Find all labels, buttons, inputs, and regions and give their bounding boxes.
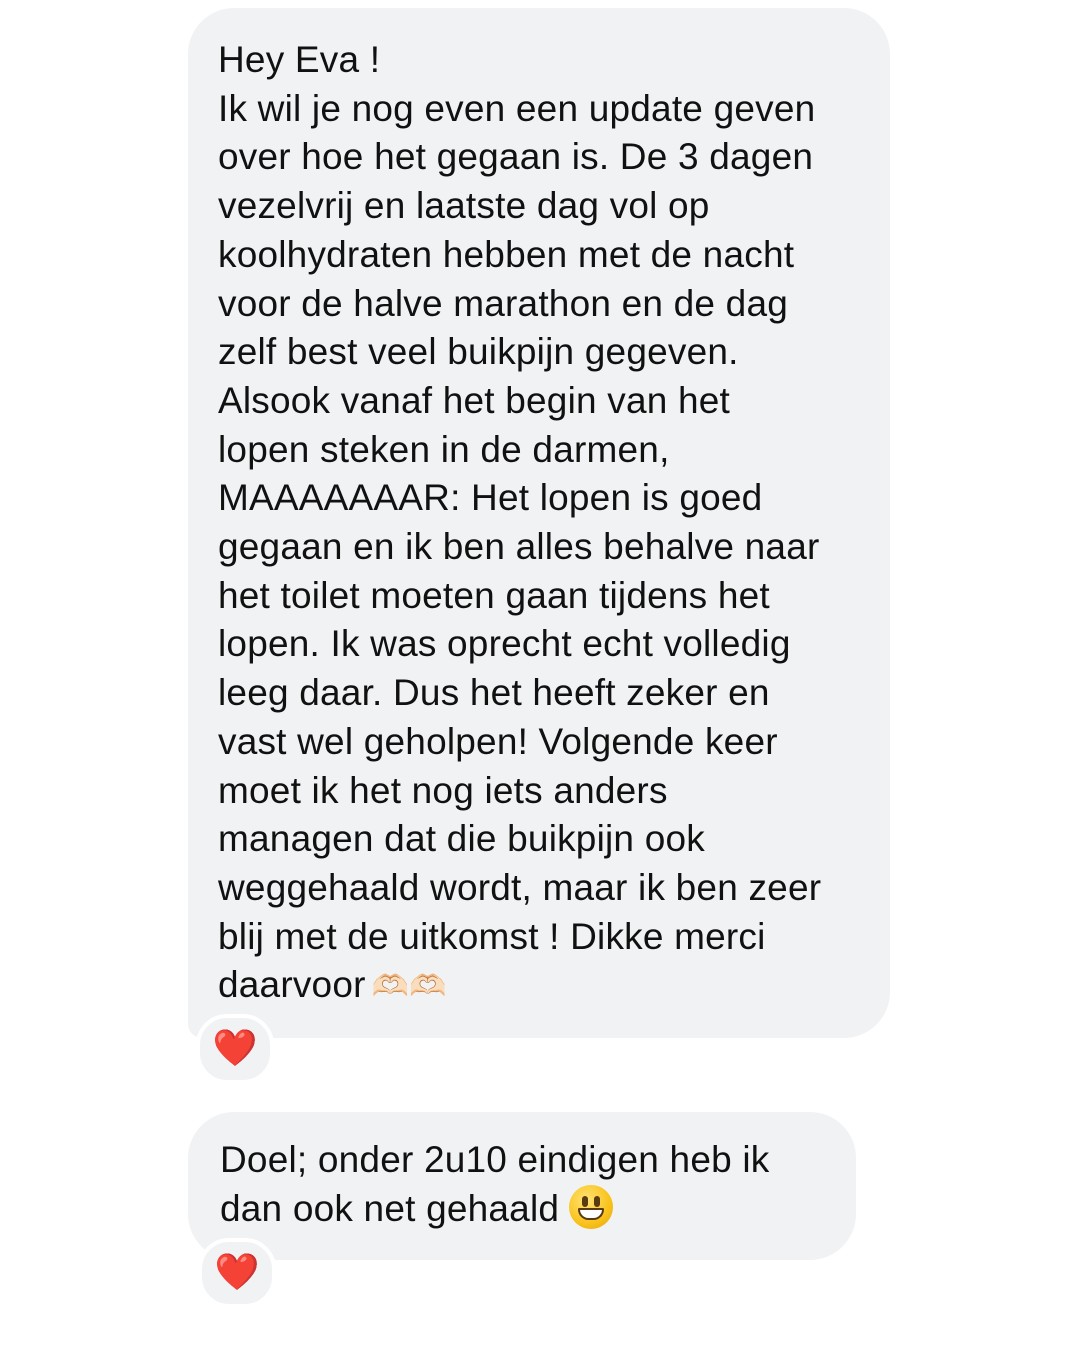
- message-line: over hoe het gegaan is. De 3 dagen: [218, 136, 814, 178]
- heart-hands-emoji-icon: 🫶🏻🫶🏻: [371, 969, 447, 1005]
- message-last-line: [220, 1185, 836, 1234]
- message-line: leeg daar. Dus het heeft zeker en: [218, 672, 770, 714]
- message-line: moet ik het nog iets anders: [218, 769, 668, 811]
- message-bubble-1[interactable]: [188, 8, 890, 1038]
- heart-reaction-badge[interactable]: [198, 1238, 276, 1308]
- message-line: Alsook vanaf het begin van het: [218, 379, 731, 421]
- message-line: lopen. Ik was oprecht echt volledig: [218, 623, 791, 665]
- red-heart-icon: ❤️: [212, 1028, 258, 1069]
- message-line: Doel; onder 2u10 eindigen heb ik: [220, 1139, 770, 1180]
- message-line: gegaan en ik ben alles behalve naar: [218, 526, 820, 568]
- message-line: lopen steken in de darmen,: [218, 428, 670, 470]
- message-line: vezelvrij en laatste dag vol op: [218, 185, 710, 227]
- message-line: koolhydraten hebben met de nacht: [218, 233, 795, 275]
- red-heart-icon: ❤️: [214, 1252, 260, 1293]
- message-line: Hey Eva !: [218, 39, 381, 80]
- message-last-line: [218, 961, 870, 1012]
- message-line: zelf best veel buikpijn gegeven.: [218, 331, 739, 373]
- message-line-text: daarvoor: [218, 964, 366, 1006]
- message-line: het toilet moeten gaan tijdens het: [218, 574, 770, 616]
- message-line: blij met de uitkomst ! Dikke merci: [218, 915, 766, 957]
- message-line: weggehaald wordt, maar ik ben zeer: [218, 866, 822, 908]
- message-line: voor de halve marathon en de dag: [218, 282, 789, 324]
- message-line: Ik wil je nog even een update geven: [218, 87, 816, 129]
- message-line: vast wel geholpen! Volgende keer: [218, 720, 778, 762]
- message-bubble-2[interactable]: [188, 1112, 856, 1260]
- grinning-face-emoji-icon: [569, 1185, 613, 1229]
- heart-reaction-badge[interactable]: [196, 1014, 274, 1084]
- message-line-text: dan ook net gehaald: [220, 1187, 560, 1229]
- message-line: MAAAAAAAR: Het lopen is goed: [218, 477, 763, 519]
- message-line: managen dat die buikpijn ook: [218, 818, 705, 860]
